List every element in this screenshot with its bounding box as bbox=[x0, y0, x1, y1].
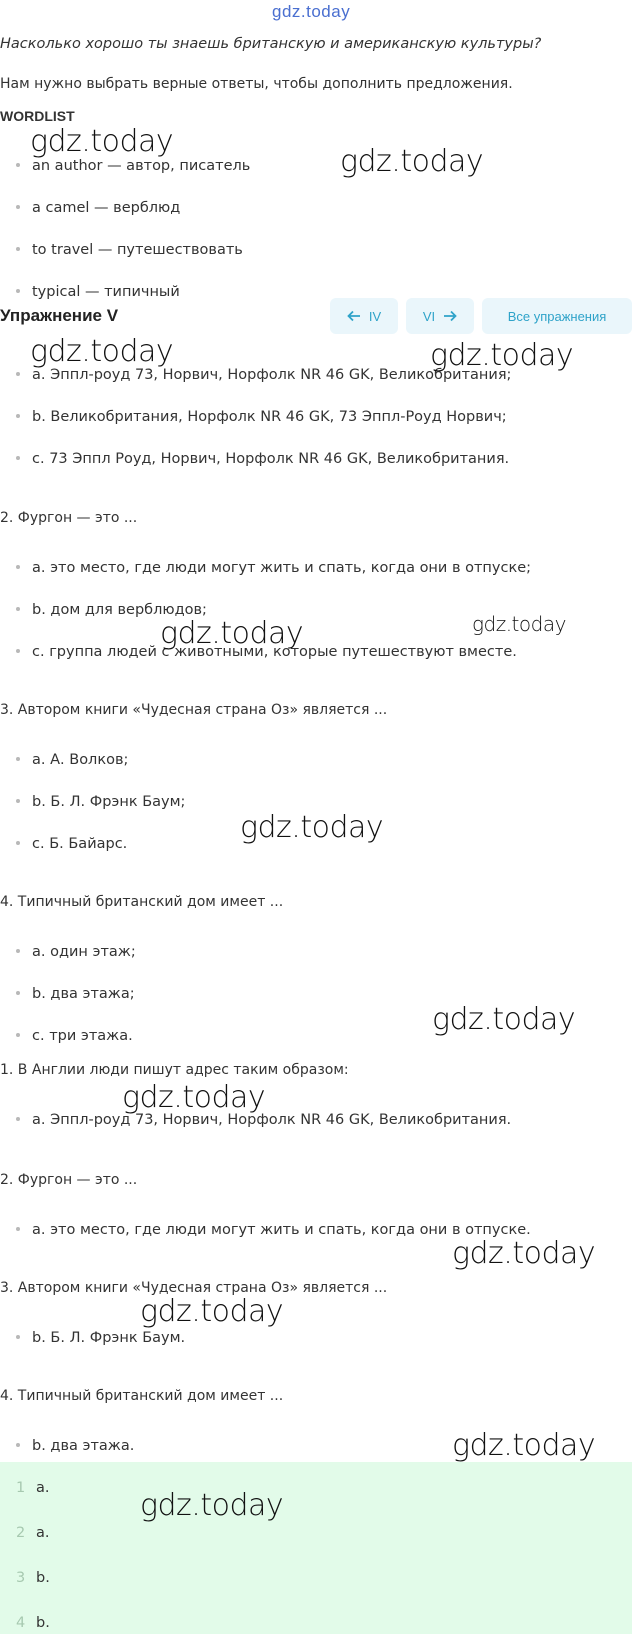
answers-panel bbox=[0, 1462, 632, 1634]
arrow-left-icon bbox=[347, 310, 361, 322]
watermark: gdz.today bbox=[30, 124, 174, 159]
bullet-icon bbox=[16, 1033, 20, 1037]
q3-option: b. Б. Л. Фрэнк Баум; bbox=[16, 794, 185, 810]
q2-option: c. группа людей с животными, которые путешествуют вместе. bbox=[16, 644, 517, 660]
question-2: 2. Фургон — это ... bbox=[0, 510, 138, 526]
solution-answer-2: a. это место, где люди могут жить и спать, когда они в отпуске. bbox=[16, 1222, 531, 1238]
q1-option: c. 73 Эппл Роуд, Норвич, Норфолк NR 46 GK, Великобритания. bbox=[16, 451, 509, 467]
watermark: gdz.today bbox=[452, 1236, 596, 1271]
task-text: Нам нужно выбрать верные ответы, чтобы дополнить предложения. bbox=[0, 76, 513, 92]
watermark: gdz.today bbox=[30, 334, 174, 369]
wordlist-item: typical — типичный bbox=[16, 284, 180, 300]
watermark: gdz.today bbox=[430, 338, 574, 373]
q3-option: c. Б. Байарс. bbox=[16, 836, 127, 852]
bullet-icon bbox=[16, 414, 20, 418]
prev-exercise-label: IV bbox=[368, 308, 382, 324]
bullet-icon bbox=[16, 456, 20, 460]
watermark: gdz.today bbox=[140, 1488, 284, 1523]
bullet-icon bbox=[16, 757, 20, 761]
q1-option: a. Эппл-роуд 73, Норвич, Норфолк NR 46 GK, Великобритания; bbox=[16, 367, 511, 383]
watermark: gdz.today bbox=[240, 810, 384, 845]
all-exercises-label: Все упражнения bbox=[507, 308, 607, 324]
q3-option: a. А. Волков; bbox=[16, 752, 128, 768]
answer-row: 4 b. bbox=[16, 1615, 50, 1631]
bullet-icon bbox=[16, 991, 20, 995]
bullet-icon bbox=[16, 649, 20, 653]
watermark: gdz.today bbox=[122, 1080, 266, 1115]
watermark: gdz.today bbox=[160, 616, 304, 651]
solution-question-2: 2. Фургон — это ... bbox=[0, 1172, 138, 1188]
bullet-icon bbox=[16, 1335, 20, 1339]
question-4: 4. Типичный британский дом имеет ... bbox=[0, 894, 284, 910]
solution-answer-3: b. Б. Л. Фрэнк Баум. bbox=[16, 1330, 185, 1346]
q4-option: c. три этажа. bbox=[16, 1028, 133, 1044]
bullet-icon bbox=[16, 289, 20, 293]
next-exercise-label: VI bbox=[422, 308, 436, 324]
wordlist-item: an author — автор, писатель bbox=[16, 158, 250, 174]
bullet-icon bbox=[16, 949, 20, 953]
arrow-right-icon bbox=[443, 310, 457, 322]
intro-text: Насколько хорошо ты знаешь британскую и американскую культуры? bbox=[0, 36, 542, 52]
watermark: gdz.today bbox=[432, 1002, 576, 1037]
all-exercises-button[interactable] bbox=[482, 298, 632, 334]
bullet-icon bbox=[16, 799, 20, 803]
wordlist-item: a camel — верблюд bbox=[16, 200, 180, 216]
bullet-icon bbox=[16, 205, 20, 209]
q4-option: a. один этаж; bbox=[16, 944, 136, 960]
bullet-icon bbox=[16, 1443, 20, 1447]
q1-option: b. Великобритания, Норфолк NR 46 GK, 73 Эппл-Роуд Норвич; bbox=[16, 409, 507, 425]
wordlist-item: to travel — путешествовать bbox=[16, 242, 243, 258]
watermark: gdz.today bbox=[340, 144, 484, 179]
q2-option: b. дом для верблюдов; bbox=[16, 602, 207, 618]
q2-option: a. это место, где люди могут жить и спать, когда они в отпуске; bbox=[16, 560, 531, 576]
answer-row: 2 a. bbox=[16, 1525, 50, 1541]
bullet-icon bbox=[16, 607, 20, 611]
solution-question-4: 4. Типичный британский дом имеет ... bbox=[0, 1388, 284, 1404]
solution-answer-1: a. Эппл-роуд 73, Норвич, Норфолк NR 46 GK, Великобритания. bbox=[16, 1112, 511, 1128]
solution-answer-4: b. два этажа. bbox=[16, 1438, 134, 1454]
watermark: gdz.today bbox=[472, 612, 566, 636]
bullet-icon bbox=[16, 163, 20, 167]
q4-option: b. два этажа; bbox=[16, 986, 135, 1002]
solution-question-1: 1. В Англии люди пишут адрес таким образом: bbox=[0, 1062, 349, 1078]
prev-exercise-button[interactable] bbox=[330, 298, 398, 334]
question-3: 3. Автором книги «Чудесная страна Оз» является ... bbox=[0, 702, 388, 718]
exercise-title: Упражнение V bbox=[0, 306, 119, 325]
answer-row: 3 b. bbox=[16, 1570, 50, 1586]
next-exercise-button[interactable] bbox=[406, 298, 474, 334]
solution-question-3: 3. Автором книги «Чудесная страна Оз» является ... bbox=[0, 1280, 388, 1296]
watermark-top: gdz.today bbox=[272, 2, 351, 21]
wordlist-heading: WORDLIST bbox=[0, 108, 75, 124]
bullet-icon bbox=[16, 1227, 20, 1231]
watermark: gdz.today bbox=[140, 1294, 284, 1329]
answer-row: 1 a. bbox=[16, 1480, 50, 1496]
bullet-icon bbox=[16, 841, 20, 845]
bullet-icon bbox=[16, 1117, 20, 1121]
bullet-icon bbox=[16, 247, 20, 251]
bullet-icon bbox=[16, 565, 20, 569]
bullet-icon bbox=[16, 372, 20, 376]
watermark: gdz.today bbox=[452, 1428, 596, 1463]
